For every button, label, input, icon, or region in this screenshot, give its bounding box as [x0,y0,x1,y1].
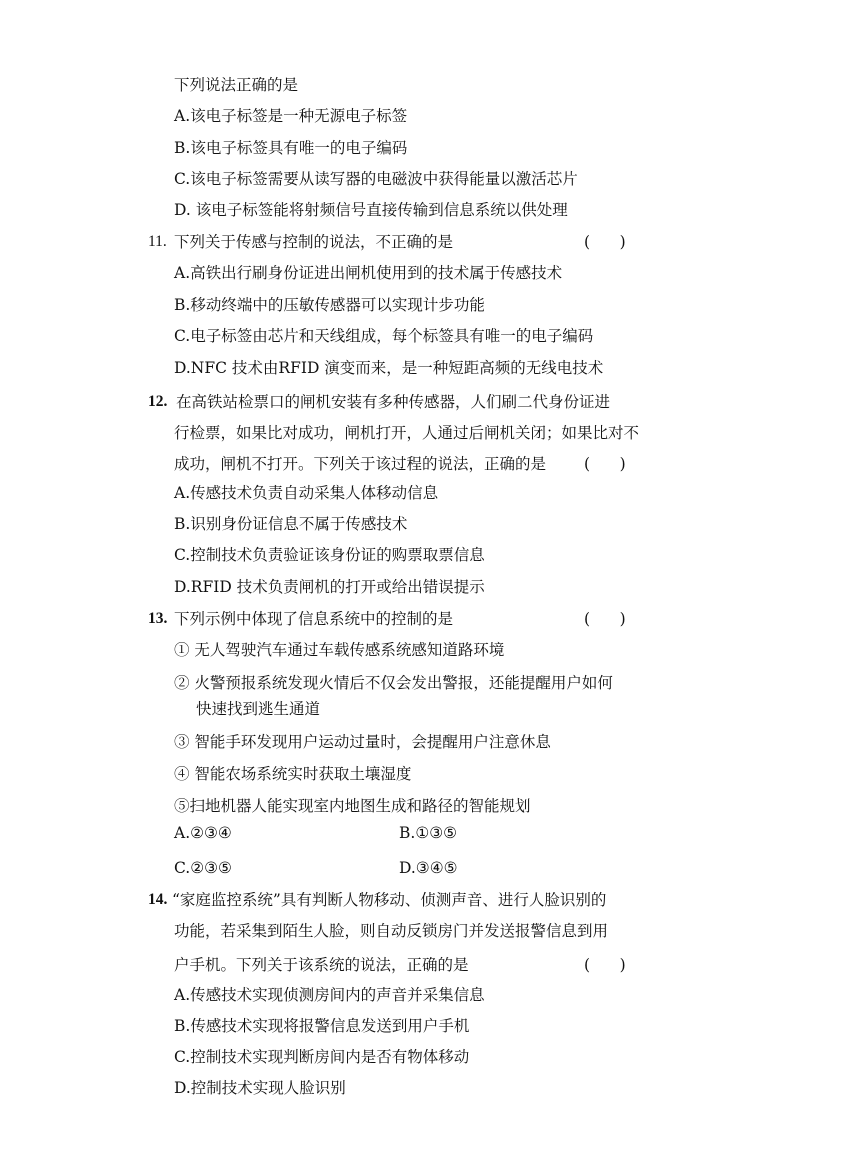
q14-option-b: B.传感技术实现将报警信息发送到用户手机 [174,1017,470,1035]
q14-option-a: A.传感技术实现侦测房间内的声音并采集信息 [174,986,485,1004]
q13-option-c: C.②③⑤ [174,859,232,877]
q14-stem-line-1: “家庭监控系统”具有判断人物移动、侦测声音、进行人脸识别的 [172,891,607,909]
q12-answer-paren: ( ) [584,455,626,473]
q14-option-d: D.控制技术实现人脸识别 [174,1079,346,1097]
q11-answer-paren: ( ) [584,233,626,251]
q14-answer-paren: ( ) [584,956,626,974]
q12-stem-line-1: 在高铁站检票口的闸机安装有多种传感器，人们刷二代身份证进 [176,393,611,411]
q13-item-5: ⑤扫地机器人能实现室内地图生成和路径的智能规划 [174,797,531,815]
q12-option-d: D.RFID 技术负责闸机的打开或给出错误提示 [174,578,485,596]
q11-number: 11. [148,233,167,250]
q13-item-2: ② 火警预报系统发现火情后不仅会发出警报，还能提醒用户如何 [174,674,613,692]
q10-stem: 下列说法正确的是 [174,76,299,94]
q10-option-d: D. 该电子标签能将射频信号直接传输到信息系统以供处理 [174,201,568,219]
q13-item-3: ③ 智能手环发现用户运动过量时，会提醒用户注意休息 [174,733,551,751]
q12-option-c: C.控制技术负责验证该身份证的购票取票信息 [174,546,485,564]
q12-stem-line-3: 成功，闸机不打开。下列关于该过程的说法，正确的是 [174,455,547,473]
q13-option-b: B.①③⑤ [399,824,458,842]
q12-option-b: B.识别身份证信息不属于传感技术 [174,515,408,533]
q14-stem-line-3: 户手机。下列关于该系统的说法，正确的是 [174,956,469,974]
q12-number: 12. [148,393,168,410]
q11-option-b: B.移动终端中的压敏传感器可以实现计步功能 [174,296,485,314]
q10-option-b: B.该电子标签具有唯一的电子编码 [174,139,408,157]
q12-option-a: A.传感技术负责自动采集人体移动信息 [174,484,439,502]
q13-item-4: ④ 智能农场系统实时获取土壤湿度 [174,765,412,783]
q14-option-c: C.控制技术实现判断房间内是否有物体移动 [174,1048,470,1066]
q13-number: 13. [148,610,168,627]
q10-option-c: C.该电子标签需要从读写器的电磁波中获得能量以激活芯片 [174,170,578,188]
q13-option-d: D.③④⑤ [399,859,458,877]
q13-item-1: ① 无人驾驶汽车通过车载传感系统感知道路环境 [174,641,505,659]
q12-stem-line-2: 行检票，如果比对成功，闸机打开，人通过后闸机关闭；如果比对不 [174,424,640,442]
q10-option-a: A.该电子标签是一种无源电子标签 [174,107,408,125]
q13-stem: 下列示例中体现了信息系统中的控制的是 [174,610,454,628]
q11-option-a: A.高铁出行刷身份证进出闸机使用到的技术属于传感技术 [174,264,563,282]
q11-stem: 下列关于传感与控制的说法，不正确的是 [174,233,454,251]
q11-option-c: C.电子标签由芯片和天线组成，每个标签具有唯一的电子编码 [174,327,594,345]
q14-stem-line-2: 功能，若采集到陌生人脸，则自动反锁房门并发送报警信息到用 [174,922,609,940]
q13-item-2-continued: 快速找到逃生通道 [196,700,321,718]
q11-option-d: D.NFC 技术由RFID 演变而来，是一种短距高频的无线电技术 [174,359,604,377]
q14-number: 14. [148,891,168,908]
q13-answer-paren: ( ) [584,610,626,628]
q13-option-a: A.②③④ [174,824,232,842]
